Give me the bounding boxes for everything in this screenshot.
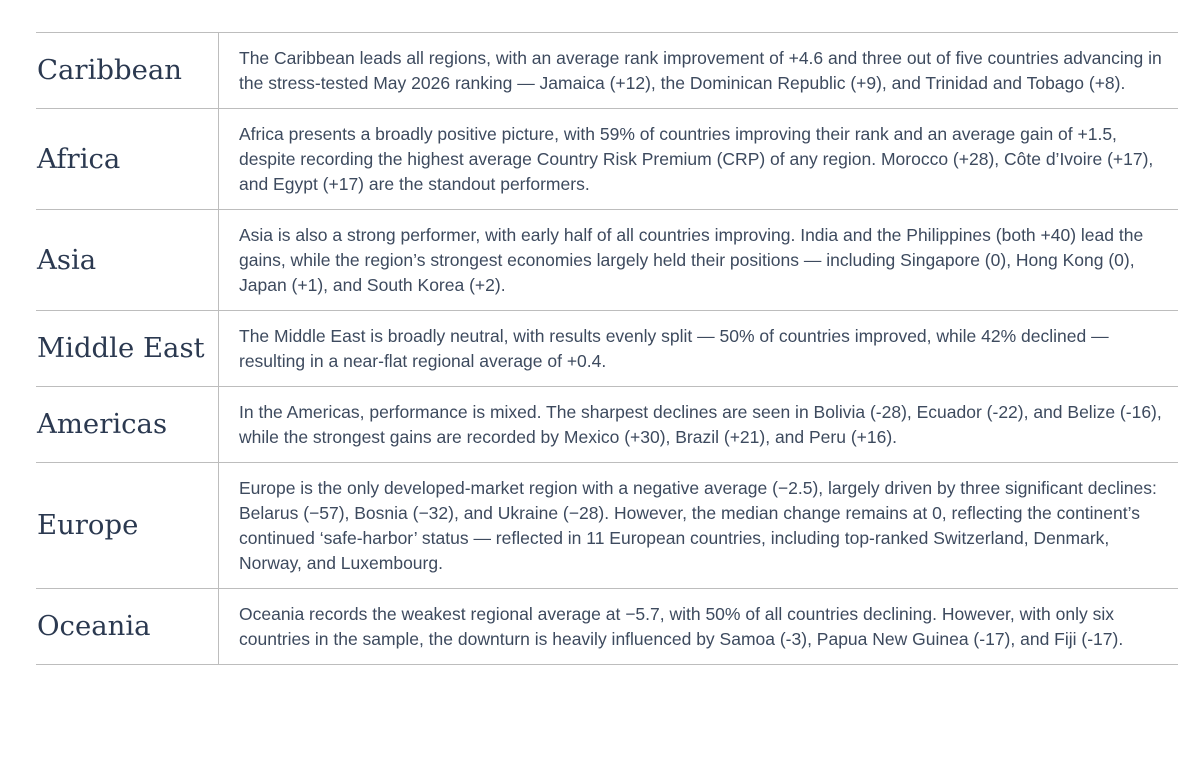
region-row-europe [36, 463, 1178, 589]
region-name: Africa [36, 109, 219, 210]
region-summary-table [36, 32, 1178, 665]
region-description: Africa presents a broadly positive picture, with 59% of countries improving their rank and an average gain of +1.5, despite recording the highest average Country Risk Premium (CRP) of any region. Morocco (+28), Côte d’Ivoire (+17), and Egypt (+17) are the standout performers. [219, 109, 1179, 210]
region-description: The Middle East is broadly neutral, with results evenly split — 50% of countries improved, while 42% declined — resulting in a near-flat regional average of +0.4. [219, 311, 1179, 387]
region-name: Caribbean [36, 33, 219, 109]
region-name: Oceania [36, 589, 219, 665]
region-row-asia [36, 210, 1178, 311]
region-description: Europe is the only developed-market region with a negative average (−2.5), largely driven by three significant declines: Belarus (−57), Bosnia (−32), and Ukraine (−28). However, the median change remains at 0, reflecting the continent’s continued ‘safe-harbor’ status — reflected in 11 European countries, including top-ranked Switzerland, Denmark, Norway, and Luxembourg. [219, 463, 1179, 589]
region-description: The Caribbean leads all regions, with an average rank improvement of +4.6 and three out of five countries advancing in the stress-tested May 2026 ranking — Jamaica (+12), the Dominican Republic (+9), and Trinidad and Tobago (+8). [219, 33, 1179, 109]
region-row-caribbean [36, 33, 1178, 109]
region-name: Middle East [36, 311, 219, 387]
region-description: Asia is also a strong performer, with early half of all countries improving. India and the Philippines (both +40) lead the gains, while the region’s strongest economies largely held their positions — including Singapore (0), Hong Kong (0), Japan (+1), and South Korea (+2). [219, 210, 1179, 311]
region-name: Europe [36, 463, 219, 589]
region-description: In the Americas, performance is mixed. The sharpest declines are seen in Bolivia (-28), Ecuador (-22), and Belize (-16), while the strongest gains are recorded by Mexico (+30), Brazil (+21), and Peru (+16). [219, 387, 1179, 463]
region-row-middle-east [36, 311, 1178, 387]
region-name: Americas [36, 387, 219, 463]
region-row-oceania [36, 589, 1178, 665]
region-row-africa [36, 109, 1178, 210]
region-row-americas [36, 387, 1178, 463]
region-name: Asia [36, 210, 219, 311]
region-description: Oceania records the weakest regional average at −5.7, with 50% of all countries declining. However, with only six countries in the sample, the downturn is heavily influenced by Samoa (-3), Papua New Guinea (-17), and Fiji (-17). [219, 589, 1179, 665]
